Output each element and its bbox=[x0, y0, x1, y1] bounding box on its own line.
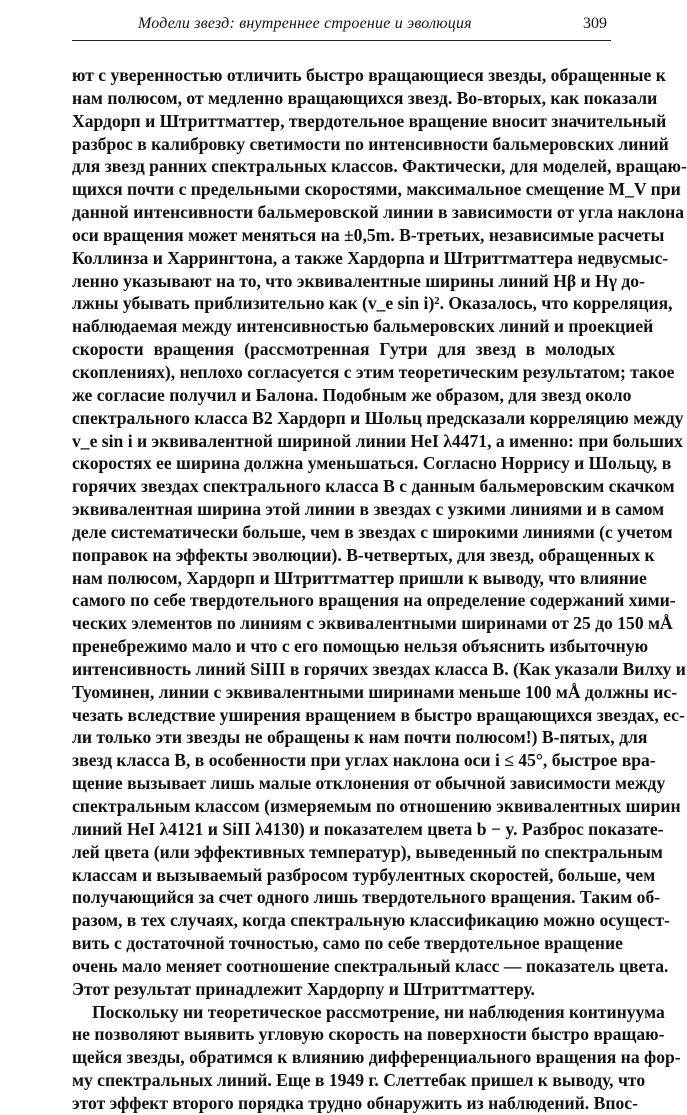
text-line: этот эффект второго порядка трудно обнаружить из наблюдений. Впос- bbox=[72, 1092, 638, 1113]
text-line: Туоминен, линии с эквивалентными ширинами меньше 100 мÅ должны ис- bbox=[72, 681, 678, 702]
text-line: деле систематически больше, чем в звездах с широкими линиями (с учетом bbox=[72, 521, 673, 542]
text-line: линий HeI λ4121 и SiII λ4130) и показателем цвета b − y. Разброс показате- bbox=[72, 818, 664, 839]
header-rule bbox=[72, 40, 611, 41]
text-line: Хардорп и Штриттматтер, твердотельное вращение вносит значительный bbox=[72, 110, 667, 131]
text-line: разброс в калибровку светимости по интенсивности бальмеровских линий bbox=[72, 133, 669, 154]
page-header bbox=[72, 12, 607, 36]
text-line: получающийся за счет одного лишь твердотельного вращения. Таким об- bbox=[72, 887, 661, 908]
text-line: лжны убывать приблизительно как (v_e sin i)². Оказалось, что корреляция, bbox=[72, 293, 673, 314]
text-line: оси вращения может меняться на ±0,5m. В-третьих, независимые расчеты bbox=[72, 224, 665, 245]
text-line: данной интенсивности бальмеровской линии в зависимости от угла наклона bbox=[72, 202, 685, 223]
text-line: спектральным классом (измеряемым по отношению эквивалентных ширин bbox=[72, 796, 681, 816]
body-text bbox=[72, 64, 687, 1115]
text-line: горячих звездах спектрального класса B с данным бальмеровским скачком bbox=[72, 476, 675, 497]
text-line: звезд класса B, в особенности при углах наклона оси i ≤ 45°, быстрое вра- bbox=[72, 750, 656, 771]
text-line: для звезд ранних спектральных классов. Фактически, для моделей, вращаю- bbox=[72, 156, 687, 177]
text-line: самого по себе твердотельного вращения на определение содержаний хими- bbox=[72, 590, 676, 611]
page-number: 309 bbox=[583, 15, 607, 32]
text-line: очень мало меняет соотношение спектральный класс — показатель цвета. bbox=[72, 955, 669, 976]
text-line: Поскольку ни теоретическое рассмотрение, ни наблюдения континуума bbox=[92, 1001, 665, 1022]
text-line: v_e sin i и эквивалентной шириной линии HeI λ4471, а именно: при больших bbox=[72, 430, 683, 451]
text-line: скоплениях), неплохо согласуется с этим теоретическим результатом; такое bbox=[72, 361, 675, 382]
text-line: скорости вращения (рассмотренная Гутри для звезд в молодых bbox=[72, 339, 615, 360]
text-line: лей цвета (или эффективных температур), выведенный по спектральным bbox=[72, 841, 663, 862]
text-line: вить с достаточной точностью, само по себе твердотельное вращение bbox=[72, 933, 623, 954]
text-line: интенсивность линий SiIII в горячих звездах класса B. (Как указали Вилху и bbox=[72, 658, 686, 679]
text-line: ческих элементов по линиям с эквивалентными ширинами от 25 до 150 мÅ bbox=[72, 613, 673, 634]
text-line: Коллинза и Харрингтона, а также Хардорпа и Штриттматтера недвусмыс- bbox=[72, 247, 669, 268]
text-line: поправок на эффекты эволюции). В-четвертых, для звезд, обращенных к bbox=[72, 544, 655, 565]
text-line: ют с уверенностью отличить быстро вращающиеся звезды, обращенные к bbox=[72, 65, 666, 85]
text-line: щение вызывает лишь малые отклонения от обычной зависимости между bbox=[72, 773, 666, 794]
text-line: эквивалентная ширина этой линии в звездах с узкими линиями и в самом bbox=[72, 499, 665, 520]
text-line: не позволяют выявить угловую скорость на поверхности быстро вращаю- bbox=[72, 1024, 665, 1045]
running-title: Модели звезд: внутреннее строение и эволюция bbox=[138, 15, 472, 32]
text-line: же согласие получил и Балона. Подобным же образом, для звезд около bbox=[72, 384, 632, 405]
text-line: нам полюсом, от медленно вращающихся звезд. Во-вторых, как показали bbox=[72, 87, 658, 108]
text-line: спектрального класса B2 Хардорп и Шольц предсказали корреляцию между bbox=[72, 407, 684, 428]
text-line: нам полюсом, Хардорп и Штриттматтер пришли к выводу, что влияние bbox=[72, 567, 647, 588]
text-line: ленно указывают на то, что эквивалентные ширины линий Hβ и Hγ до- bbox=[72, 270, 645, 291]
text-line: пренебрежимо мало и что с его помощью нельзя объяснить избыточную bbox=[72, 636, 649, 657]
text-line: скоростях ее ширина должна уменьшаться. Согласно Норрису и Шольцу, в bbox=[72, 453, 672, 474]
text-line: щейся звезды, обратимся к влиянию дифференциального вращения на фор- bbox=[72, 1047, 681, 1068]
text-line: щихся почти с предельными скоростями, максимальное смещение M_V при bbox=[72, 179, 681, 200]
text-line: ли только эти звезды не обращены к нам почти полюсом!) В-пятых, для bbox=[72, 727, 648, 748]
text-line: му спектральных линий. Еще в 1949 г. Слеттебак пришел к выводу, что bbox=[72, 1070, 646, 1091]
text-line: чезать вследствие уширения вращением в быстро вращающихся звездах, ес- bbox=[72, 704, 685, 725]
text-line: наблюдаемая между интенсивностью бальмеровских линий и проекцией bbox=[72, 316, 654, 337]
text-line: разом, в тех случаях, когда спектральную классификацию можно осущест- bbox=[72, 910, 670, 931]
text-line: классам и вызываемый разбросом турбулентных скоростей, больше, чем bbox=[72, 864, 656, 885]
text-line: Этот результат принадлежит Хардорпу и Штриттматтеру. bbox=[72, 978, 535, 999]
